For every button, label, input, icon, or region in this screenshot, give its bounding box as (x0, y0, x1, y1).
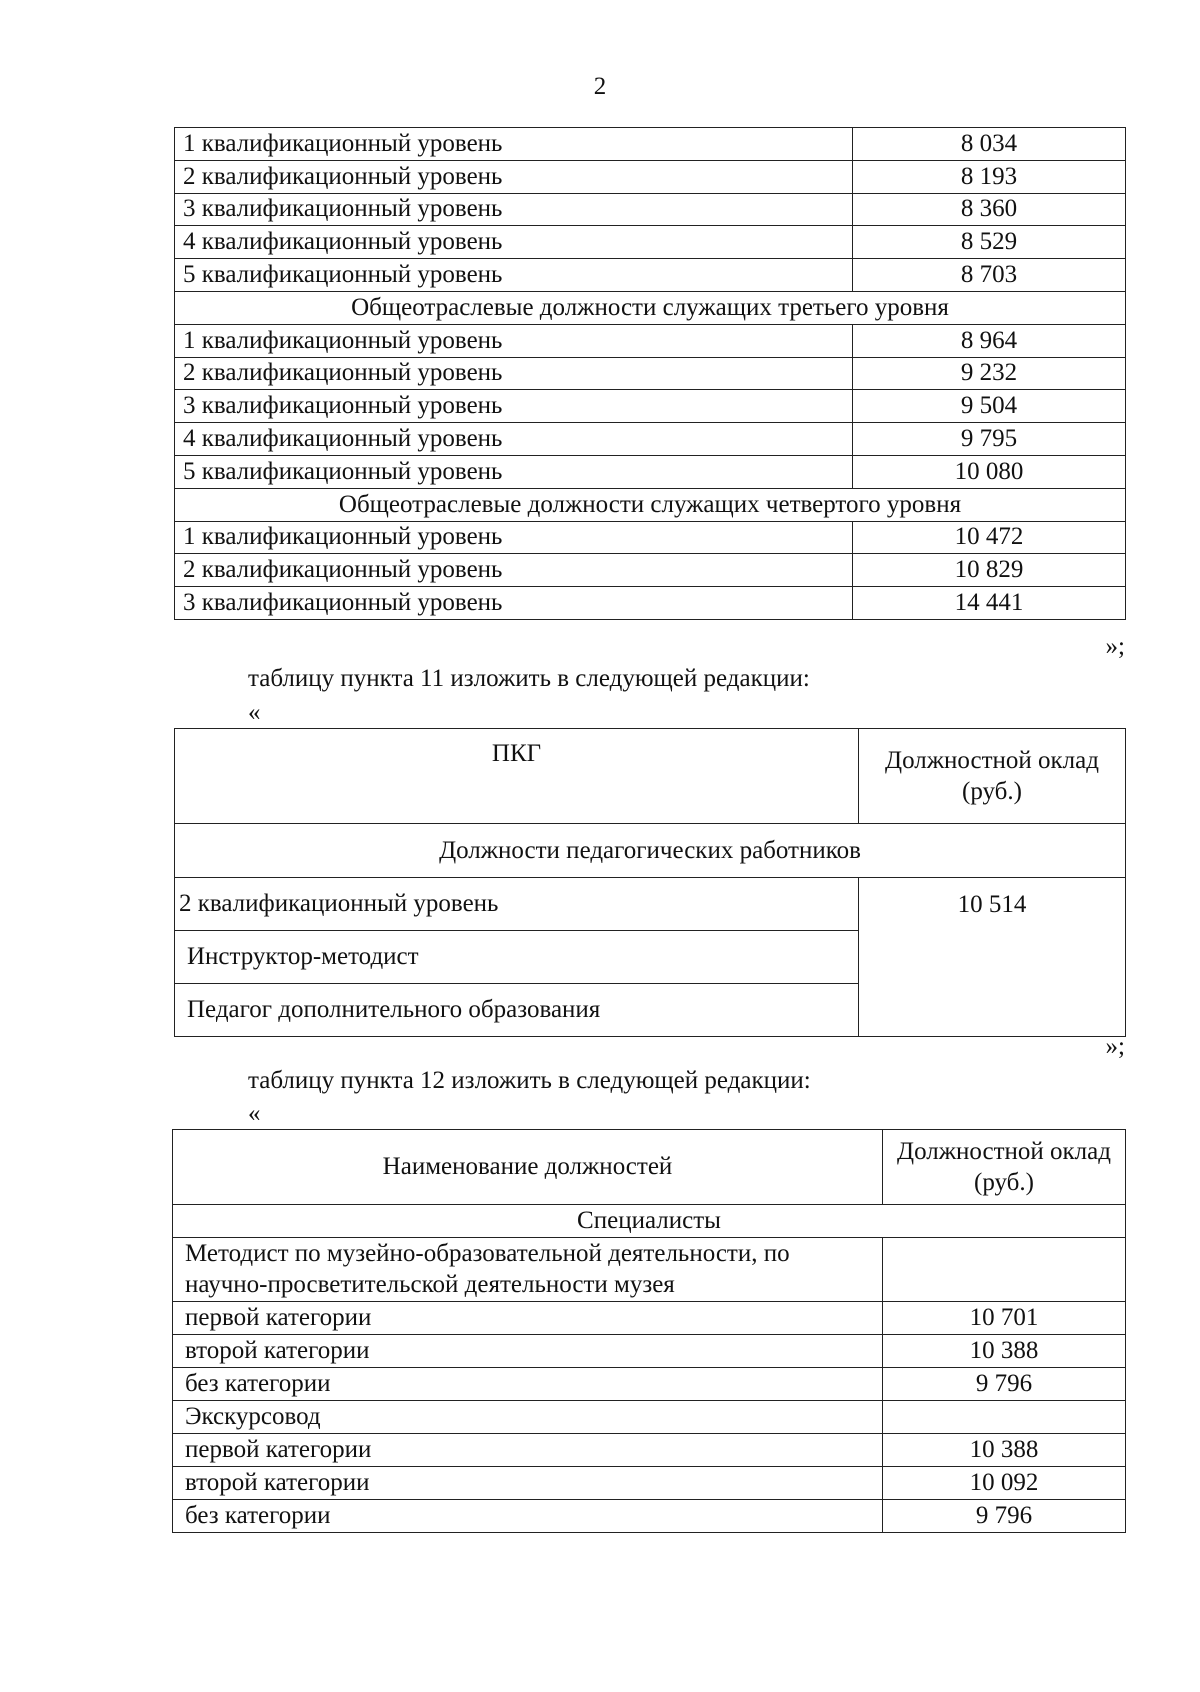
salary-value: 10 472 (853, 521, 1126, 554)
level-name: 1 квалификационный уровень (175, 324, 853, 357)
level-name: 2 квалификационный уровень (175, 554, 853, 587)
level-name: 4 квалификационный уровень (175, 226, 853, 259)
salary-value: 9 796 (883, 1499, 1126, 1532)
table-row (173, 1367, 1126, 1400)
level-name: 2 квалификационный уровень (175, 160, 853, 193)
salary-value: 8 034 (853, 128, 1126, 161)
closing-quote: »; (1105, 1033, 1125, 1060)
table-row (175, 324, 1126, 357)
position-name: без категории (173, 1499, 883, 1532)
opening-quote: « (248, 699, 261, 726)
table-row (175, 521, 1126, 554)
level-name: 1 квалификационный уровень (175, 521, 853, 554)
level-name: 1 квалификационный уровень (175, 128, 853, 161)
group-row (173, 1205, 1126, 1238)
salary-value: 9 796 (883, 1367, 1126, 1400)
salary-value: 9 795 (853, 423, 1126, 456)
salary-value: 8 964 (853, 324, 1126, 357)
table-row (173, 1499, 1126, 1532)
position-name: первой категории (173, 1433, 883, 1466)
group-row (175, 291, 1126, 324)
group-title: Специалисты (173, 1205, 1126, 1238)
position-name: Методист по музейно-образовательной деятельности, по научно-просветительской деятельности музея (173, 1238, 883, 1302)
salary-value: 10 701 (883, 1301, 1126, 1334)
salary-value: 10 514 (859, 878, 1126, 1037)
table-row (175, 554, 1126, 587)
page-number: 2 (593, 73, 607, 100)
salary-value: 9 232 (853, 357, 1126, 390)
position-name: Педагог дополнительного образования (175, 984, 859, 1037)
table-row (173, 1334, 1126, 1367)
closing-quote: »; (1105, 633, 1125, 660)
level-name: 3 квалификационный уровень (175, 390, 853, 423)
table-row (175, 423, 1126, 456)
table-row (173, 1238, 1126, 1302)
salary-value (883, 1238, 1126, 1302)
level-name: 2 квалификационный уровень (175, 357, 853, 390)
table-row (175, 193, 1126, 226)
level-name: 5 квалификационный уровень (175, 259, 853, 292)
salary-value: 10 388 (883, 1433, 1126, 1466)
position-name: Экскурсовод (173, 1400, 883, 1433)
instruction-text-item-12: таблицу пункта 12 изложить в следующей редакции: (248, 1067, 811, 1094)
group-title: Должности педагогических работников (175, 824, 1126, 878)
level-name: 3 квалификационный уровень (175, 587, 853, 620)
header-salary: Должностной оклад (руб.) (859, 729, 1126, 824)
table-header-row (175, 729, 1126, 824)
instruction-text-item-11: таблицу пункта 11 изложить в следующей редакции: (248, 665, 810, 692)
salary-table-general (174, 127, 1126, 620)
salary-value: 8 703 (853, 259, 1126, 292)
position-name: Инструктор-методист (175, 931, 859, 984)
table-row (173, 1301, 1126, 1334)
position-name: 2 квалификационный уровень (175, 878, 859, 931)
salary-table-museum (172, 1129, 1126, 1533)
table-row (173, 1400, 1126, 1433)
header-pkg: ПКГ (175, 729, 859, 824)
table-row (175, 128, 1126, 161)
salary-value: 8 529 (853, 226, 1126, 259)
salary-value: 8 360 (853, 193, 1126, 226)
table-header-row (173, 1130, 1126, 1205)
salary-table-pedagogical (174, 728, 1126, 1037)
header-salary: Должностной оклад (руб.) (883, 1130, 1126, 1205)
table-row (175, 160, 1126, 193)
level-name: 5 квалификационный уровень (175, 455, 853, 488)
salary-value: 10 080 (853, 455, 1126, 488)
level-name: 4 квалификационный уровень (175, 423, 853, 456)
table-row (175, 226, 1126, 259)
opening-quote: « (248, 1100, 261, 1127)
salary-value: 8 193 (853, 160, 1126, 193)
position-name: второй категории (173, 1334, 883, 1367)
table-row (175, 390, 1126, 423)
group-title: Общеотраслевые должности служащих четвертого уровня (175, 488, 1126, 521)
table-row (175, 587, 1126, 620)
salary-value: 9 504 (853, 390, 1126, 423)
group-title: Общеотраслевые должности служащих третьего уровня (175, 291, 1126, 324)
table-row (173, 1433, 1126, 1466)
salary-value: 14 441 (853, 587, 1126, 620)
position-name: второй категории (173, 1466, 883, 1499)
salary-value: 10 092 (883, 1466, 1126, 1499)
position-name: без категории (173, 1367, 883, 1400)
table-row (173, 1466, 1126, 1499)
salary-value: 10 388 (883, 1334, 1126, 1367)
header-position: Наименование должностей (173, 1130, 883, 1205)
salary-value: 10 829 (853, 554, 1126, 587)
table-row (175, 878, 1126, 931)
table-row (175, 357, 1126, 390)
level-name: 3 квалификационный уровень (175, 193, 853, 226)
salary-value (883, 1400, 1126, 1433)
table-row (175, 259, 1126, 292)
group-row (175, 824, 1126, 878)
table-row (175, 455, 1126, 488)
position-name: первой категории (173, 1301, 883, 1334)
group-row (175, 488, 1126, 521)
